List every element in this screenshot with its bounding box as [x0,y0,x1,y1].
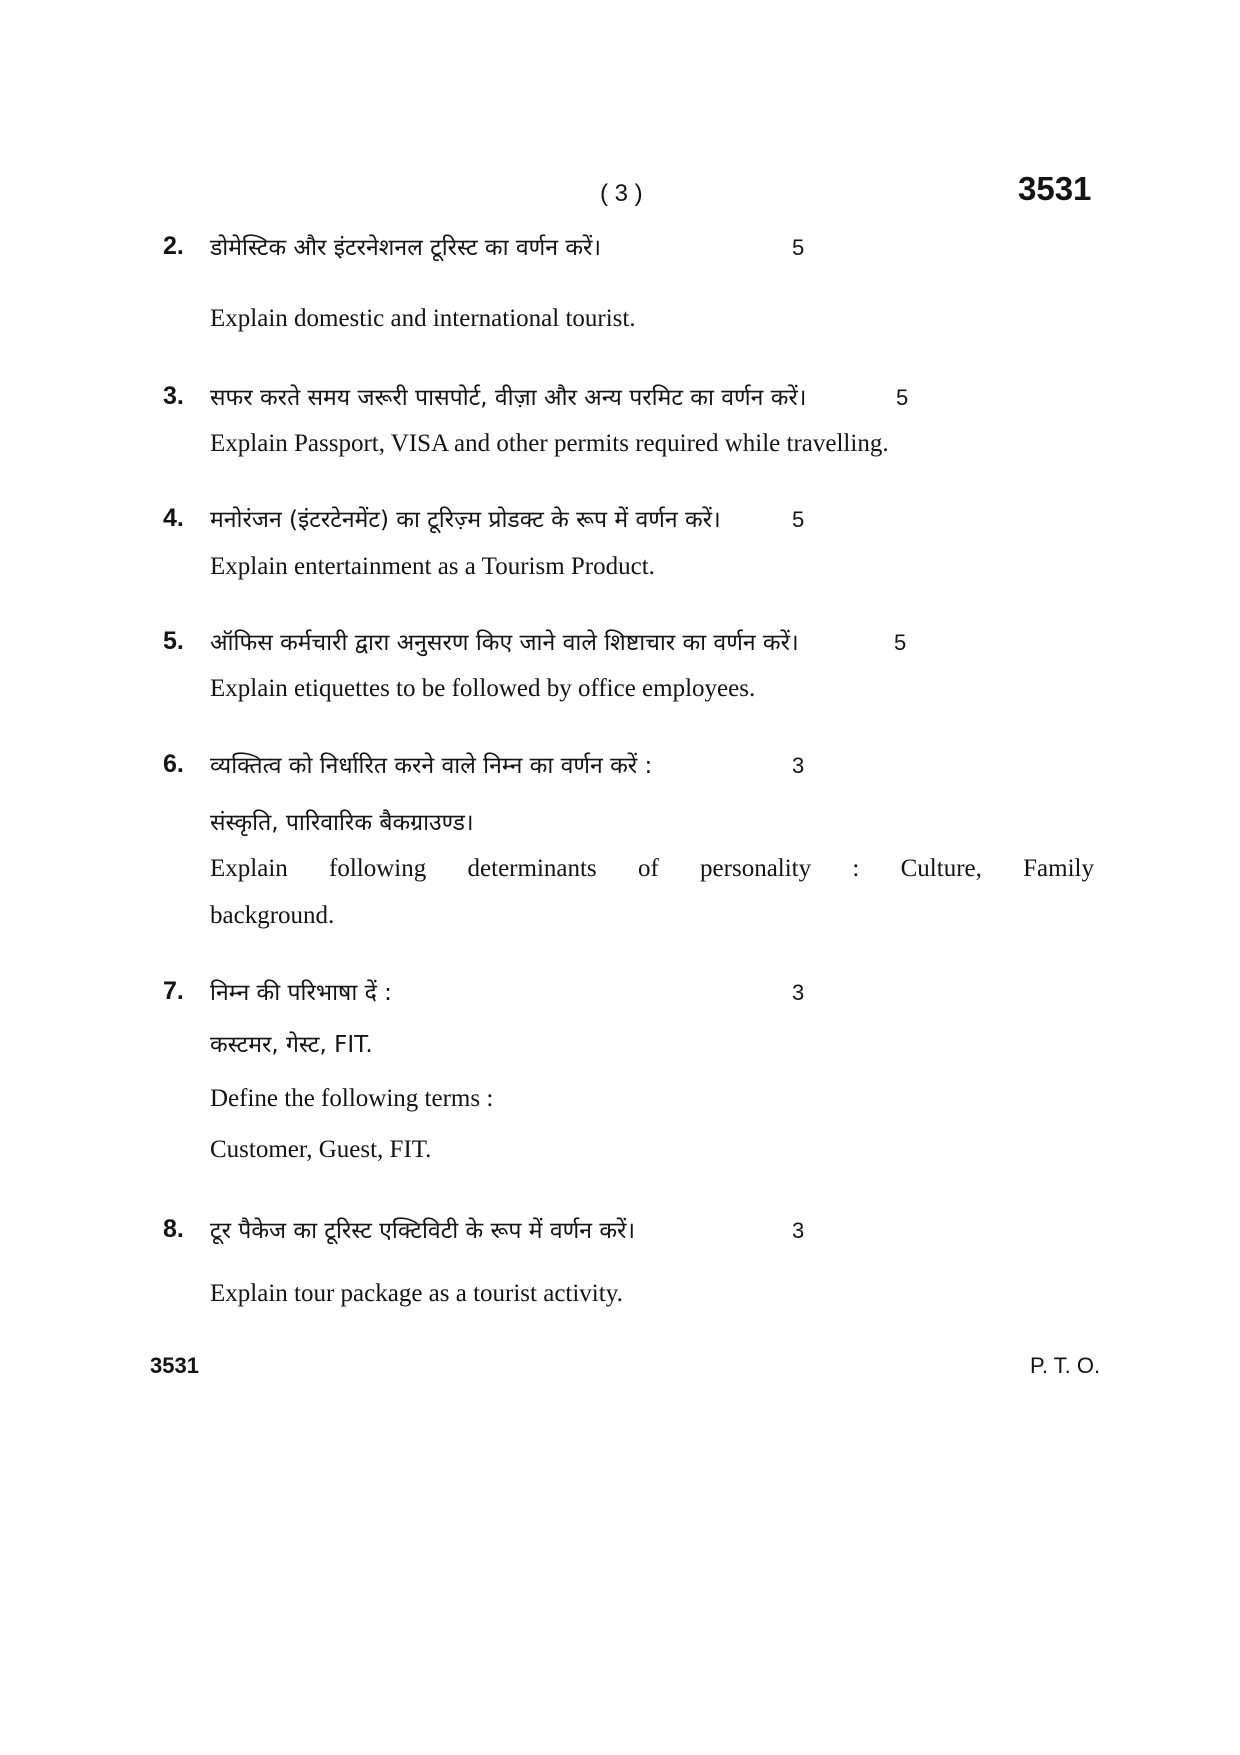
paper-code-footer: 3531 [150,1353,199,1378]
question-hindi-text: टूर पैकेज का टूरिस्ट एक्टिविटी के रूप में वर्णन करें। [210,1218,636,1244]
question-marks: 3 [792,980,805,1005]
question-english-text: Explain domestic and international tourist. [210,305,636,332]
paper-code-header: 3531 [1018,170,1092,207]
page-number: ( 3 ) [600,180,643,207]
question-number: 8. [163,1215,184,1243]
question-number: 4. [163,504,184,532]
question-number: 6. [163,750,184,778]
question-marks: 5 [792,235,805,260]
question-number: 5. [163,627,184,655]
question-english-subtext: Customer, Guest, FIT. [210,1136,432,1163]
question-english-text: Explain tour package as a tourist activity. [210,1280,623,1307]
question-english-text: Explain following determinants of personality : Culture, Family [210,855,1094,882]
question-marks: 5 [792,507,805,532]
question-number: 2. [163,232,184,260]
question-hindi-text: सफर करते समय जरूरी पासपोर्ट, वीज़ा और अन्य परमिट का वर्णन करें। [210,385,807,411]
question-number: 7. [163,977,184,1005]
question-english-text: Explain etiquettes to be followed by office employees. [210,675,756,702]
question-hindi-text: निम्न की परिभाषा दें : [210,980,392,1006]
please-turn-over: P. T. O. [1030,1353,1101,1378]
question-hindi-text: ऑफिस कर्मचारी द्वारा अनुसरण किए जाने वाले शिष्टाचार का वर्णन करें। [210,630,799,656]
question-hindi-text: मनोरंजन (इंटरटेनमेंट) का टूरिज़्म प्रोडक्ट के रूप में वर्णन करें। [210,507,721,533]
question-hindi-text: व्यक्तित्व को निर्धारित करने वाले निम्न का वर्णन करें : [210,753,653,779]
question-english-text: Explain Passport, VISA and other permits required while travelling. [210,430,889,457]
question-number: 3. [163,382,184,410]
question-english-text: Define the following terms : [210,1085,494,1112]
question-marks: 3 [792,753,805,778]
question-marks: 3 [792,1218,805,1243]
question-english-continuation: background. [210,902,335,929]
question-english-text: Explain entertainment as a Tourism Product. [210,553,655,580]
question-marks: 5 [894,630,907,655]
question-hindi-text: डोमेस्टिक और इंटरनेशनल टूरिस्ट का वर्णन करें। [210,235,602,261]
question-hindi-subtext: कस्टमर, गेस्ट, FIT. [210,1032,373,1058]
question-marks: 5 [896,385,909,410]
question-hindi-subtext: संस्कृति, पारिवारिक बैकग्राउण्ड। [210,810,474,836]
